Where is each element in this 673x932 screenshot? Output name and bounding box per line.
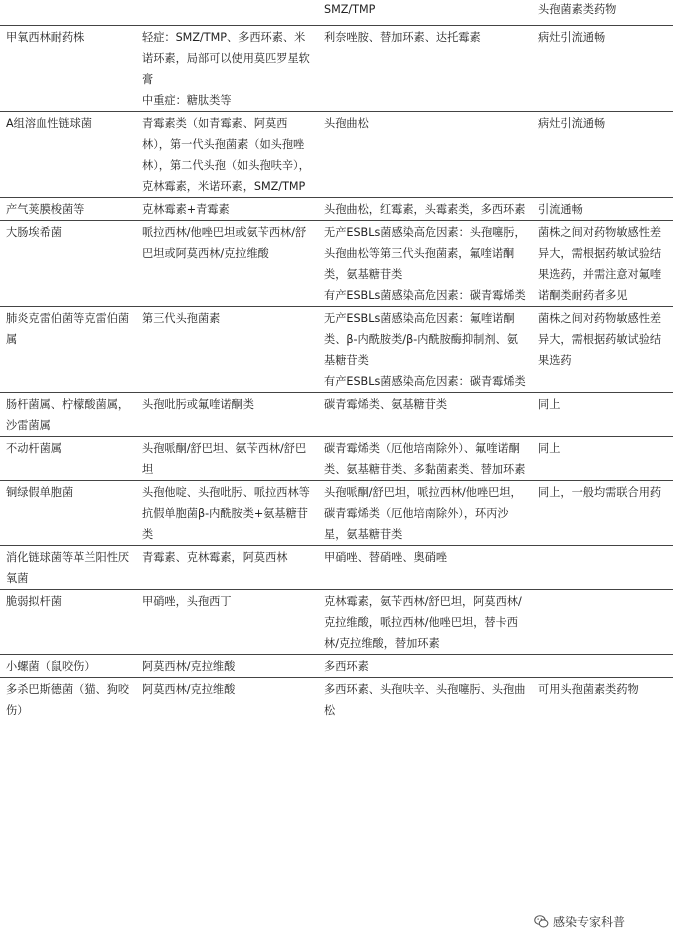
table-row bbox=[0, 26, 673, 112]
first-choice-cell bbox=[134, 112, 316, 198]
alternative-cell bbox=[316, 393, 532, 437]
other-cell bbox=[532, 198, 673, 221]
pathogen-cell: 铜绿假单胞菌 bbox=[6, 486, 74, 499]
first-choice-cell bbox=[134, 393, 316, 437]
alternative-cell bbox=[316, 221, 532, 307]
table-row bbox=[0, 307, 673, 393]
other-text: 可用头孢菌素类药物 bbox=[538, 683, 639, 696]
alternative-text: 碳青霉烯类（厄他培南除外）、氟喹诺酮类、氨基糖苷类、多黏菌素类、替加环素 bbox=[324, 442, 526, 476]
watermark-text: 感染专家科普 bbox=[552, 914, 625, 929]
first-choice-text: 中重症：糖肽类等 bbox=[142, 94, 232, 107]
first-choice-text: 头孢哌酮/舒巴坦、氨苄西林/舒巴坦 bbox=[142, 442, 307, 476]
first-choice-text: 青霉素类（如青霉素、阿莫西林），第一代头孢菌素（如头孢唑林），第二代头孢（如头孢呋辛），克林霉素，米诺环素，SMZ/TMP bbox=[142, 117, 310, 193]
alternative-cell bbox=[316, 481, 532, 546]
alternative-cell bbox=[316, 678, 532, 722]
other-cell bbox=[532, 481, 673, 546]
table-row bbox=[0, 393, 673, 437]
alternative-cell bbox=[316, 26, 532, 112]
table-header-row bbox=[0, 0, 673, 26]
pathogen-cell: 肺炎克雷伯菌等克雷伯菌属 bbox=[6, 312, 130, 346]
first-choice-text: 阿莫西林/克拉维酸 bbox=[142, 683, 236, 696]
other-text: 菌株之间对药物敏感性差异大，需根据药敏试验结果选药 bbox=[538, 312, 662, 367]
table-row bbox=[0, 221, 673, 307]
other-text: 病灶引流通畅 bbox=[538, 117, 606, 130]
table-row bbox=[0, 590, 673, 655]
other-cell bbox=[532, 26, 673, 112]
alternative-cell bbox=[316, 655, 532, 678]
other-text: 同上 bbox=[538, 442, 561, 455]
pathogen-cell: 产气荚膜梭菌等 bbox=[6, 203, 85, 216]
alternative-text: 有产ESBLs菌感染高危因素：碳青霉烯类 bbox=[324, 375, 526, 388]
pathogen-cell: 消化链球菌等革兰阳性厌氧菌 bbox=[6, 551, 130, 585]
first-choice-text: 克林霉素+青霉素 bbox=[142, 203, 230, 216]
other-text: 同上，一般均需联合用药 bbox=[538, 486, 662, 499]
pathogen-cell: 脆弱拟杆菌 bbox=[6, 595, 62, 608]
other-cell bbox=[532, 546, 673, 590]
alternative-text: 多西环素 bbox=[324, 660, 369, 673]
alternative-cell bbox=[316, 437, 532, 481]
pathogen-cell: 不动杆菌属 bbox=[6, 442, 62, 455]
first-choice-text: 头孢他啶、头孢吡肟、哌拉西林等抗假单胞菌β-内酰胺类+氨基糖苷类 bbox=[142, 486, 310, 541]
first-choice-cell bbox=[134, 546, 316, 590]
alternative-text: 头孢哌酮/舒巴坦，哌拉西林/他唑巴坦，碳青霉烯类（厄他培南除外），环丙沙星，氨基糖苷类 bbox=[324, 486, 522, 541]
table-row bbox=[0, 481, 673, 546]
first-choice-cell bbox=[134, 198, 316, 221]
other-text: 病灶引流通畅 bbox=[538, 31, 606, 44]
first-choice-cell bbox=[134, 655, 316, 678]
alternative-cell bbox=[316, 546, 532, 590]
pathogen-cell: A组溶血性链球菌 bbox=[6, 117, 92, 130]
header-first-choice bbox=[134, 0, 316, 26]
alternative-text: 多西环素、头孢呋辛、头孢噻肟、头孢曲松 bbox=[324, 683, 526, 717]
header-pathogen bbox=[0, 0, 134, 26]
first-choice-text: 青霉素、克林霉素，阿莫西林 bbox=[142, 551, 288, 564]
other-cell bbox=[532, 655, 673, 678]
alternative-cell bbox=[316, 307, 532, 393]
pathogen-cell: 大肠埃希菌 bbox=[6, 226, 62, 239]
first-choice-text: 哌拉西林/他唑巴坦或氨苄西林/舒巴坦或阿莫西林/克拉维酸 bbox=[142, 226, 307, 260]
alternative-cell bbox=[316, 590, 532, 655]
wechat-icon bbox=[534, 914, 549, 929]
other-cell bbox=[532, 393, 673, 437]
header-alternative: SMZ/TMP bbox=[324, 3, 376, 16]
other-text: 同上 bbox=[538, 398, 561, 411]
first-choice-text: 头孢吡肟或氟喹诺酮类 bbox=[142, 398, 254, 411]
alternative-cell bbox=[316, 112, 532, 198]
alternative-text: 无产ESBLs菌感染高危因素：头孢噻肟，头孢曲松等第三代头孢菌素，氟喹诺酮类，氨基糖苷类 bbox=[324, 226, 526, 281]
table-row bbox=[0, 655, 673, 678]
other-cell bbox=[532, 590, 673, 655]
first-choice-cell bbox=[134, 437, 316, 481]
alternative-text: 克林霉素，氨苄西林/舒巴坦，阿莫西林/克拉维酸，哌拉西林/他唑巴坦，替卡西林/克拉维酸，替加环素 bbox=[324, 595, 522, 650]
table-row bbox=[0, 437, 673, 481]
table-row bbox=[0, 112, 673, 198]
watermark bbox=[532, 910, 627, 932]
pathogen-cell: 肠杆菌属、柠檬酸菌属，沙雷菌属 bbox=[6, 398, 130, 432]
other-cell bbox=[532, 112, 673, 198]
alternative-text: 头孢曲松，红霉素，头霉素类，多西环素 bbox=[324, 203, 526, 216]
first-choice-cell bbox=[134, 221, 316, 307]
other-text: 菌株之间对药物敏感性差异大，需根据药敏试验结果选药，并需注意对氟喹诺酮类耐药者多见 bbox=[538, 226, 662, 302]
pathogen-cell: 多杀巴斯德菌（猫、狗咬伤） bbox=[6, 683, 130, 717]
table-row bbox=[0, 198, 673, 221]
first-choice-cell bbox=[134, 26, 316, 112]
alternative-cell bbox=[316, 198, 532, 221]
alternative-text: 甲硝唑、替硝唑、奥硝唑 bbox=[324, 551, 448, 564]
first-choice-text: 轻症：SMZ/TMP、多西环素、米诺环素，局部可以使用莫匹罗星软膏 bbox=[142, 31, 310, 86]
first-choice-cell bbox=[134, 590, 316, 655]
table-row bbox=[0, 546, 673, 590]
pathogen-cell: 甲氧西林耐药株 bbox=[6, 31, 85, 44]
first-choice-cell bbox=[134, 678, 316, 722]
header-other: 头孢菌素类药物 bbox=[538, 3, 617, 16]
other-cell bbox=[532, 221, 673, 307]
other-cell bbox=[532, 437, 673, 481]
other-text: 引流通畅 bbox=[538, 203, 583, 216]
alternative-text: 头孢曲松 bbox=[324, 117, 369, 130]
alternative-text: 碳青霉烯类、氨基糖苷类 bbox=[324, 398, 448, 411]
first-choice-cell bbox=[134, 481, 316, 546]
alternative-text: 利奈唑胺、替加环素、达托霉素 bbox=[324, 31, 481, 44]
table-row bbox=[0, 678, 673, 722]
table-body bbox=[0, 26, 673, 722]
first-choice-text: 第三代头孢菌素 bbox=[142, 312, 221, 325]
other-cell bbox=[532, 678, 673, 722]
first-choice-text: 甲硝唑，头孢西丁 bbox=[142, 595, 232, 608]
other-cell bbox=[532, 307, 673, 393]
alternative-text: 无产ESBLs菌感染高危因素：氟喹诺酮类、β-内酰胺类/β-内酰胺酶抑制剂、氨基糖苷类 bbox=[324, 312, 518, 367]
pathogen-cell: 小螺菌（鼠咬伤） bbox=[6, 660, 96, 673]
first-choice-cell bbox=[134, 307, 316, 393]
first-choice-text: 阿莫西林/克拉维酸 bbox=[142, 660, 236, 673]
alternative-text: 有产ESBLs菌感染高危因素：碳青霉烯类 bbox=[324, 289, 526, 302]
